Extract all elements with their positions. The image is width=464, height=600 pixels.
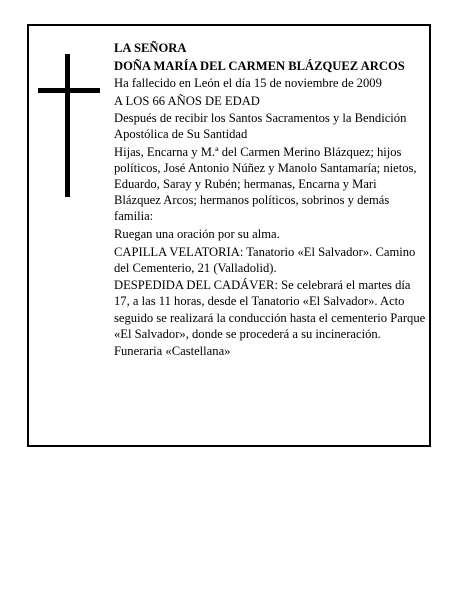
death-statement: Ha fallecido en León el día 15 de noviembre de 2009 <box>114 76 382 91</box>
notice-title: LA SEÑORA <box>114 41 187 55</box>
sacraments-statement: Después de recibir los Santos Sacramentos y la Bendición Apostólica de Su Santidad <box>114 111 407 142</box>
deceased-name: DOÑA MARÍA DEL CARMEN BLÁZQUEZ ARCOS <box>114 58 405 73</box>
funeral-home: Funeraria «Castellana» <box>114 344 231 359</box>
age-statement: A LOS 66 AÑOS DE EDAD <box>114 93 260 108</box>
farewell-info: DESPEDIDA DEL CADÁVER: Se celebrará el martes día 17, a las 11 horas, desde el Tanatorio «El Salvador». Acto seguido se realizará la conducción hasta el cementerio Parque «El Salvador», donde se procederá a su incineración. <box>114 278 426 341</box>
cross-vertical-bar <box>65 54 70 197</box>
cross-horizontal-bar <box>38 88 100 93</box>
chapel-info: CAPILLA VELATORIA: Tanatorio «El Salvador». Camino del Cementerio, 21 (Valladolid). <box>114 244 416 275</box>
notice-text <box>114 40 426 361</box>
family-list: Hijas, Encarna y M.ª del Carmen Merino Blázquez; hijos políticos, José Antonio Núñez y Manolo Santamaría; nietos, Eduardo, Saray y Rubén; hermanas, Encarna y Mari Blázquez Arcos; hermanos políticos, sobrinos y demás familia: <box>114 145 417 224</box>
prayer-request: Ruegan una oración por su alma. <box>114 227 280 242</box>
cross-icon <box>38 54 100 197</box>
